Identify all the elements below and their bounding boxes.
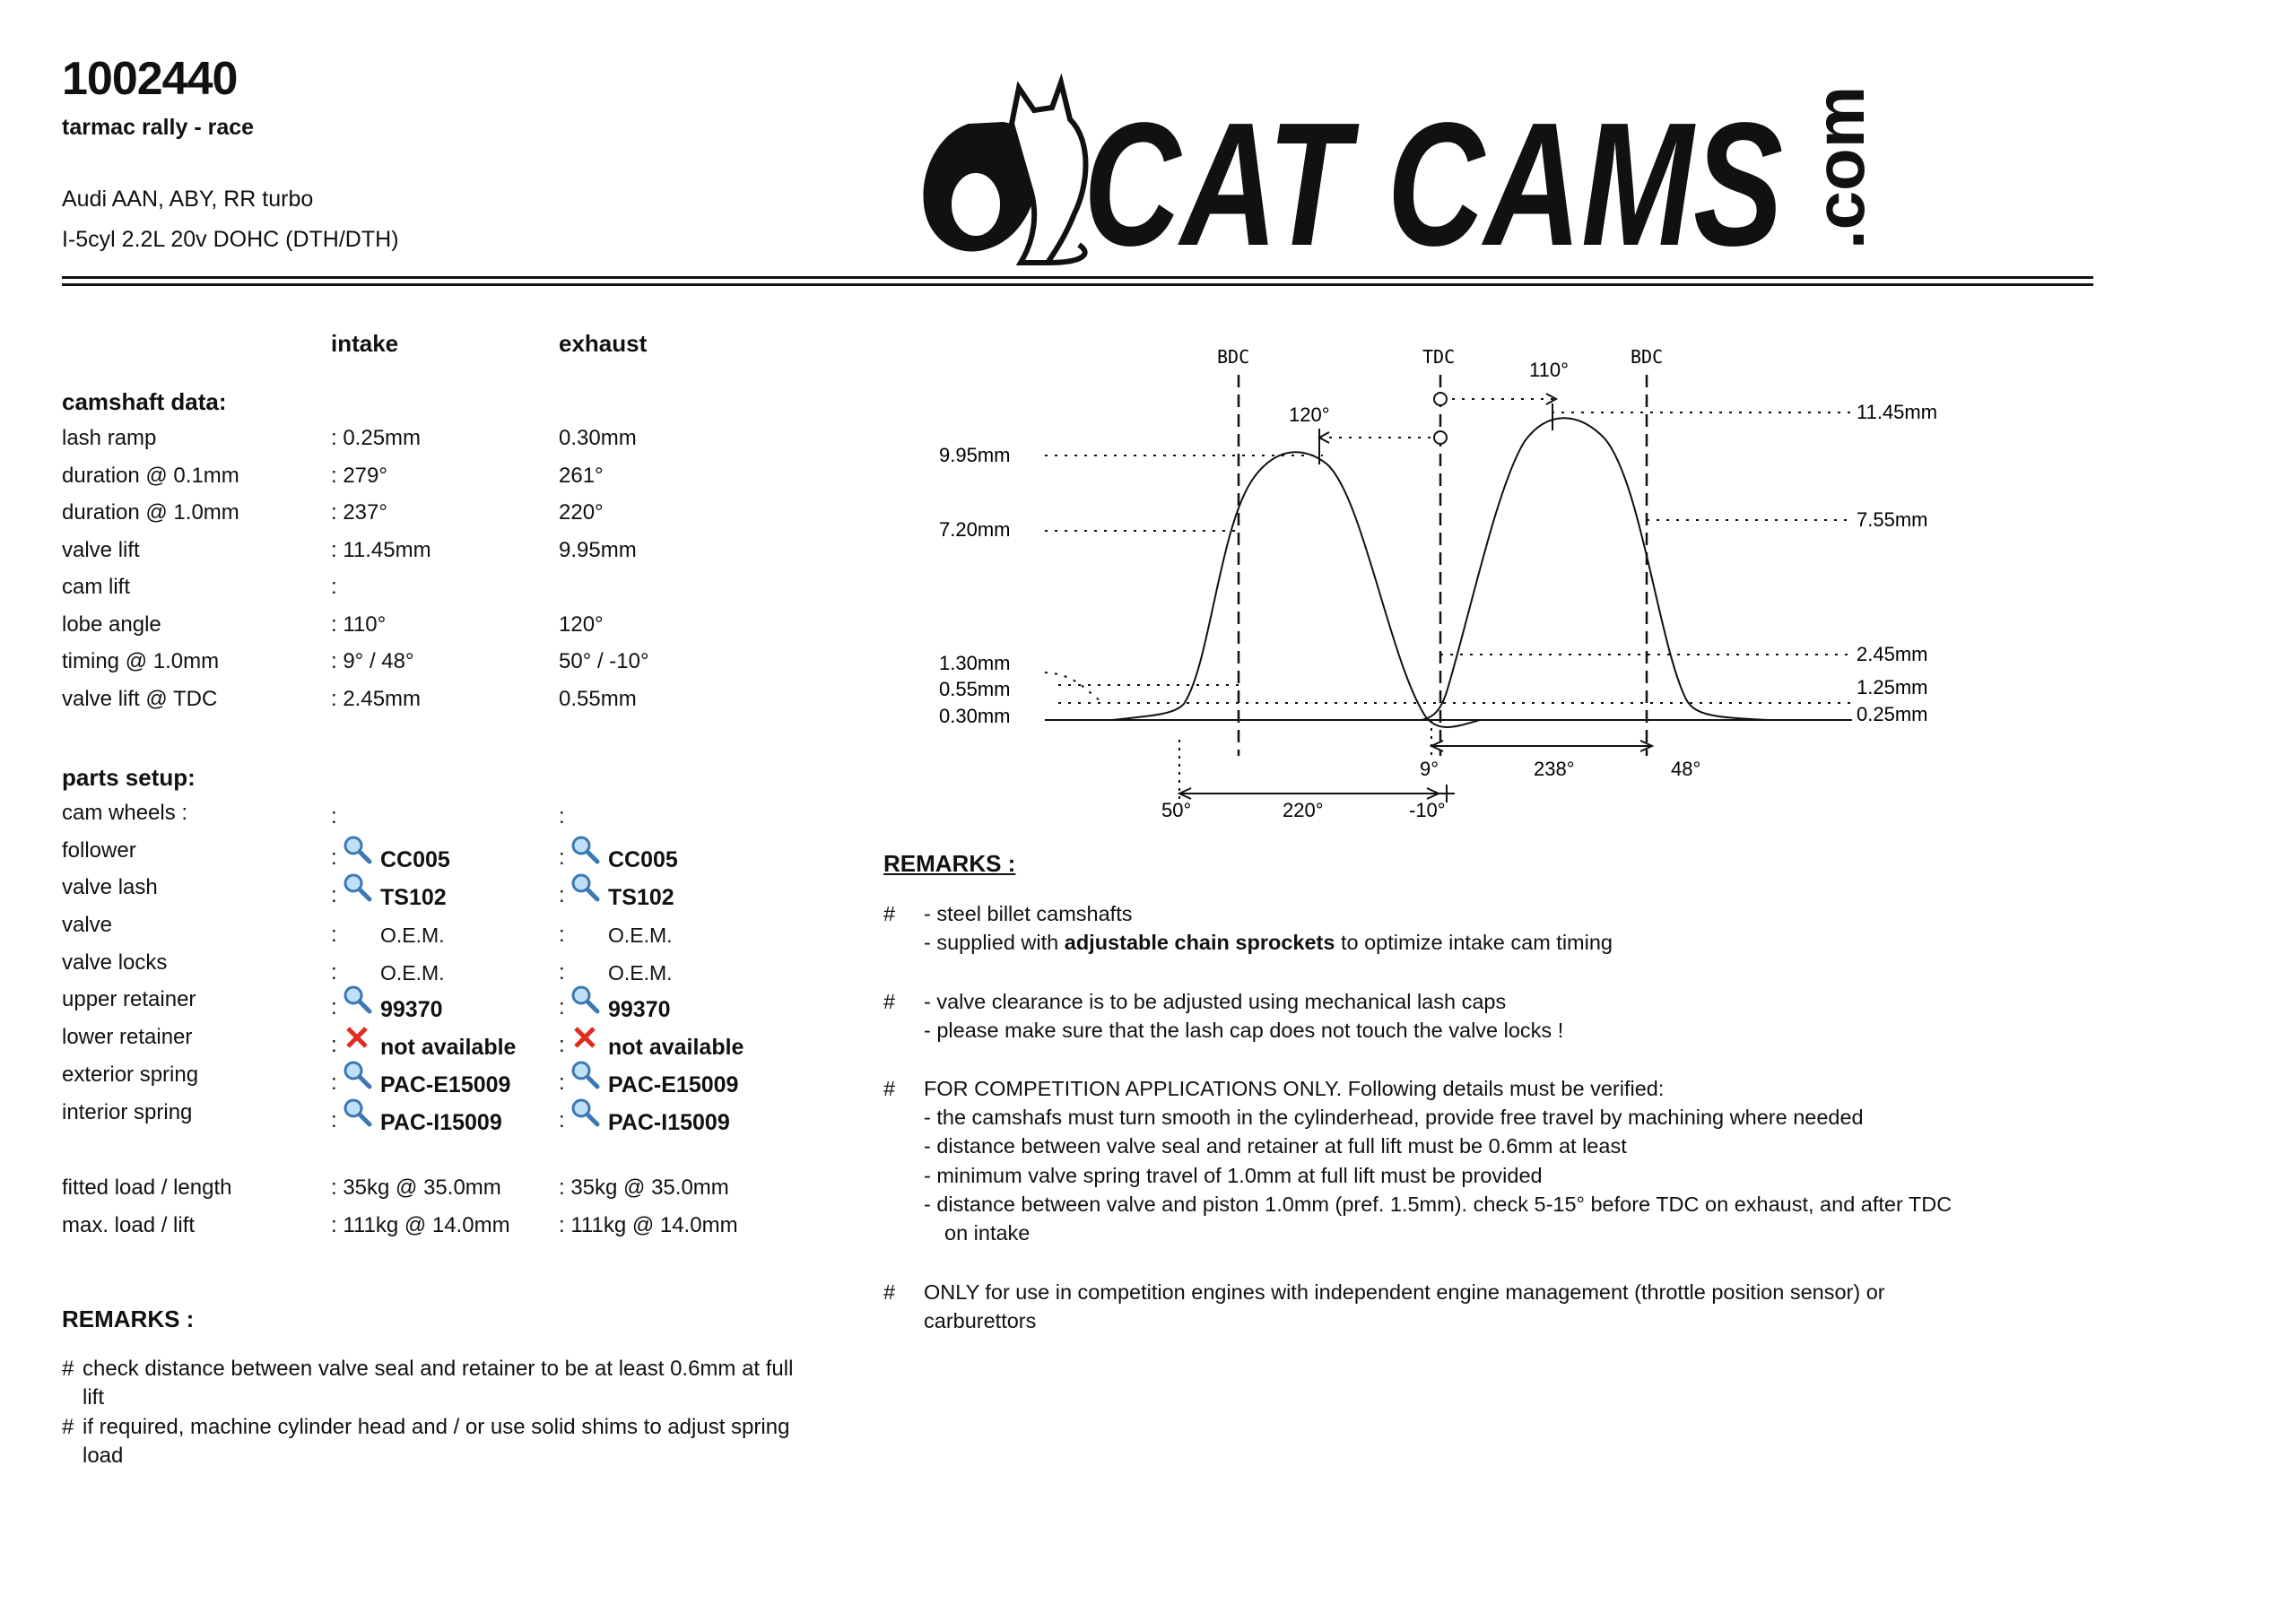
spring-intake-value: : 111kg @ 14.0mm — [331, 1213, 510, 1237]
intake-open-label: 9° — [1420, 758, 1439, 780]
intake-lift-curve — [1422, 418, 1767, 720]
engine-codes: Audi AAN, ABY, RR turbo — [62, 186, 314, 212]
camshaft-exhaust-value: 120° — [559, 612, 604, 637]
remark-emphasis: adjustable chain sprockets — [1064, 931, 1335, 954]
camshaft-label: duration @ 1.0mm — [62, 500, 239, 525]
part-number: 1002440 — [62, 53, 238, 105]
logo-suffix: .com — [1800, 85, 1879, 249]
valve-lash-exhaust-part-link[interactable]: TS102 — [608, 885, 674, 910]
follower-intake-part-link[interactable]: CC005 — [380, 847, 450, 872]
camshaft-label: valve lift — [62, 538, 140, 562]
separator: : — [331, 960, 337, 984]
camshaft-section-title: camshaft data: — [62, 388, 227, 415]
remark-text: on intake — [944, 1221, 1031, 1245]
upper-retainer-intake-part-link[interactable]: 99370 — [380, 997, 443, 1022]
camshaft-intake-value: : — [331, 575, 337, 599]
intake-duration-label: 238° — [1534, 758, 1575, 780]
remark-text-part: to optimize intake cam timing — [1335, 931, 1613, 954]
camshaft-intake-value: : 2.45mm — [331, 687, 422, 711]
logo-text: CAT CAMS — [1083, 86, 1783, 267]
camshaft-label: duration @ 0.1mm — [62, 464, 239, 488]
remark-bullet: # — [62, 1415, 74, 1439]
camshaft-intake-value: : 237° — [331, 500, 387, 525]
spring-label: max. load / lift — [62, 1213, 196, 1237]
separator: : — [559, 960, 565, 984]
separator: : — [559, 1071, 565, 1095]
bdc-right-label: BDC — [1631, 346, 1664, 368]
remark-bullet: # — [883, 902, 896, 925]
cross-icon — [343, 1023, 373, 1054]
parts-label: valve — [62, 913, 113, 937]
search-icon[interactable] — [570, 1097, 600, 1127]
intake-column-header: intake — [331, 330, 399, 357]
camshaft-exhaust-value: 0.55mm — [559, 687, 637, 711]
exterior-spring-exhaust-part-link[interactable]: PAC-E15009 — [608, 1072, 739, 1097]
lower-retainer-intake-status: not available — [380, 1035, 517, 1060]
application-subtitle: tarmac rally - race — [62, 115, 255, 140]
search-icon[interactable] — [570, 984, 600, 1014]
camshaft-intake-value: : 9° / 48° — [331, 649, 414, 673]
engine-description: I-5cyl 2.2L 20v DOHC (DTH/DTH) — [62, 227, 399, 252]
remark-text: ONLY for use in competition engines with independent engine management (throttle position sensor) or — [924, 1280, 1885, 1304]
search-icon[interactable] — [342, 1097, 372, 1127]
separator: : — [331, 1108, 337, 1132]
camshaft-label: cam lift — [62, 575, 131, 599]
valve-intake-value: O.E.M. — [380, 924, 445, 947]
spring-exhaust-value: : 35kg @ 35.0mm — [559, 1175, 729, 1200]
exterior-spring-intake-part-link[interactable]: PAC-E15009 — [380, 1072, 511, 1097]
camshaft-label: valve lift @ TDC — [62, 687, 218, 711]
separator: : — [559, 923, 565, 947]
parts-label: valve locks — [62, 950, 168, 975]
header-divider-bottom — [62, 283, 2093, 286]
search-icon[interactable] — [570, 872, 600, 902]
remark-text: carburettors — [924, 1309, 1037, 1332]
parts-label: follower — [62, 838, 136, 863]
interior-spring-exhaust-part-link[interactable]: PAC-I15009 — [608, 1110, 730, 1135]
separator: : — [331, 995, 337, 1019]
remark-bullet: # — [883, 1077, 896, 1100]
cat-silhouette-icon — [924, 82, 1086, 263]
valve-locks-exhaust-value: O.E.M. — [608, 961, 673, 984]
separator: : — [331, 883, 337, 907]
camshaft-intake-value: : 110° — [331, 612, 387, 637]
search-icon[interactable] — [570, 834, 600, 864]
cross-icon — [570, 1023, 601, 1054]
separator: : — [559, 1108, 565, 1132]
exhaust-lift-label: 1.30mm — [939, 652, 1011, 674]
separator: : — [559, 804, 565, 828]
remark-text: - please make sure that the lash cap does not touch the valve locks ! — [924, 1019, 1564, 1042]
remark-text: - valve clearance is to be adjusted using mechanical lash caps — [924, 990, 1507, 1013]
exhaust-close-label: -10° — [1409, 799, 1446, 821]
remark-text: - the camshafs must turn smooth in the cylinderhead, provide free travel by machining where needed — [924, 1106, 1864, 1129]
parts-label: lower retainer — [62, 1025, 193, 1049]
remark-text: FOR COMPETITION APPLICATIONS ONLY. Following details must be verified: — [924, 1077, 1665, 1100]
separator: : — [331, 1071, 337, 1095]
valve-exhaust-value: O.E.M. — [608, 924, 673, 947]
remark-text: if required, machine cylinder head and / or use solid shims to adjust spring — [83, 1415, 790, 1439]
separator: : — [331, 923, 337, 947]
follower-exhaust-part-link[interactable]: CC005 — [608, 847, 678, 872]
exhaust-lift-label: 7.20mm — [939, 518, 1011, 541]
exhaust-lift-label: 0.55mm — [939, 678, 1011, 700]
search-icon[interactable] — [342, 872, 372, 902]
remark-text: load — [83, 1444, 124, 1468]
intake-lift-label: 1.25mm — [1857, 676, 1928, 698]
intake-lift-label: 0.25mm — [1857, 703, 1928, 725]
remark-text: lift — [83, 1385, 104, 1409]
remark-bullet: # — [883, 990, 896, 1013]
search-icon[interactable] — [342, 1059, 372, 1089]
exhaust-duration-label: 220° — [1283, 799, 1324, 821]
camshaft-exhaust-value: 220° — [559, 500, 604, 525]
remark-text: check distance between valve seal and retainer to be at least 0.6mm at full — [83, 1357, 794, 1381]
camshaft-intake-value: : 11.45mm — [331, 538, 431, 562]
bdc-left-label: BDC — [1217, 346, 1250, 368]
upper-retainer-exhaust-part-link[interactable]: 99370 — [608, 997, 671, 1022]
spring-exhaust-value: : 111kg @ 14.0mm — [559, 1213, 738, 1237]
remark-text: - distance between valve and piston 1.0mm (pref. 1.5mm). check 5-15° before TDC on exhaust, and after TDC — [924, 1193, 1952, 1216]
search-icon[interactable] — [570, 1059, 600, 1089]
interior-spring-intake-part-link[interactable]: PAC-I15009 — [380, 1110, 502, 1135]
exhaust-lift-label: 9.95mm — [939, 444, 1011, 466]
separator: : — [331, 846, 337, 870]
separator: : — [559, 883, 565, 907]
parts-label: upper retainer — [62, 987, 196, 1011]
parts-label: valve lash — [62, 875, 158, 899]
intake-lift-label: 7.55mm — [1857, 508, 1928, 531]
exhaust-lobe-label: 120° — [1289, 403, 1330, 426]
separator: : — [559, 1033, 565, 1057]
camshaft-label: timing @ 1.0mm — [62, 649, 220, 673]
remark-text — [924, 931, 1613, 955]
separator: : — [331, 1033, 337, 1057]
parts-label: cam wheels : — [62, 801, 188, 825]
cat-cams-logo — [913, 70, 1900, 267]
spring-label: fitted load / length — [62, 1175, 232, 1200]
intake-lift-label: 2.45mm — [1857, 643, 1928, 665]
remark-bullet: # — [883, 1280, 896, 1304]
intake-lobe-label: 110° — [1529, 359, 1569, 381]
cam-timing-diagram — [924, 341, 1982, 825]
header-divider-top — [62, 276, 2093, 279]
remark-text: - distance between valve seal and retainer at full lift must be 0.6mm at least — [924, 1134, 1627, 1158]
camshaft-label: lobe angle — [62, 612, 161, 637]
parts-section-title: parts setup: — [62, 764, 196, 791]
separator: : — [331, 804, 337, 828]
lash-line-left — [1045, 672, 1103, 703]
exhaust-column-header: exhaust — [559, 330, 648, 357]
remark-text: - minimum valve spring travel of 1.0mm at full lift must be provided — [924, 1164, 1543, 1187]
camshaft-exhaust-value: 50° / -10° — [559, 649, 649, 673]
exhaust-lift-label: 0.30mm — [939, 705, 1011, 727]
spring-intake-value: : 35kg @ 35.0mm — [331, 1175, 501, 1200]
remark-text: - steel billet camshafts — [924, 902, 1133, 925]
separator: : — [559, 995, 565, 1019]
exhaust-open-label: 50° — [1161, 799, 1192, 821]
camshaft-exhaust-value: 9.95mm — [559, 538, 637, 562]
right-remarks-title: REMARKS : — [883, 850, 1016, 877]
search-icon[interactable] — [342, 834, 372, 864]
valve-locks-intake-value: O.E.M. — [380, 961, 445, 984]
lower-retainer-exhaust-status: not available — [608, 1035, 744, 1060]
separator: : — [559, 846, 565, 870]
tdc-label: TDC — [1422, 346, 1456, 368]
valve-lash-intake-part-link[interactable]: TS102 — [380, 885, 447, 910]
camshaft-label: lash ramp — [62, 426, 157, 450]
parts-label: interior spring — [62, 1100, 193, 1124]
camshaft-exhaust-value: 0.30mm — [559, 426, 637, 450]
left-remarks-title: REMARKS : — [62, 1305, 195, 1332]
search-icon[interactable] — [342, 984, 372, 1014]
parts-label: exterior spring — [62, 1063, 199, 1087]
intake-close-label: 48° — [1671, 758, 1701, 780]
remark-text-part: - supplied with — [924, 931, 1065, 954]
remark-bullet: # — [62, 1357, 74, 1381]
camshaft-intake-value: : 279° — [331, 464, 387, 488]
intake-lift-label: 11.45mm — [1857, 401, 1938, 423]
camshaft-intake-value: : 0.25mm — [331, 426, 422, 450]
camshaft-exhaust-value: 261° — [559, 464, 604, 488]
